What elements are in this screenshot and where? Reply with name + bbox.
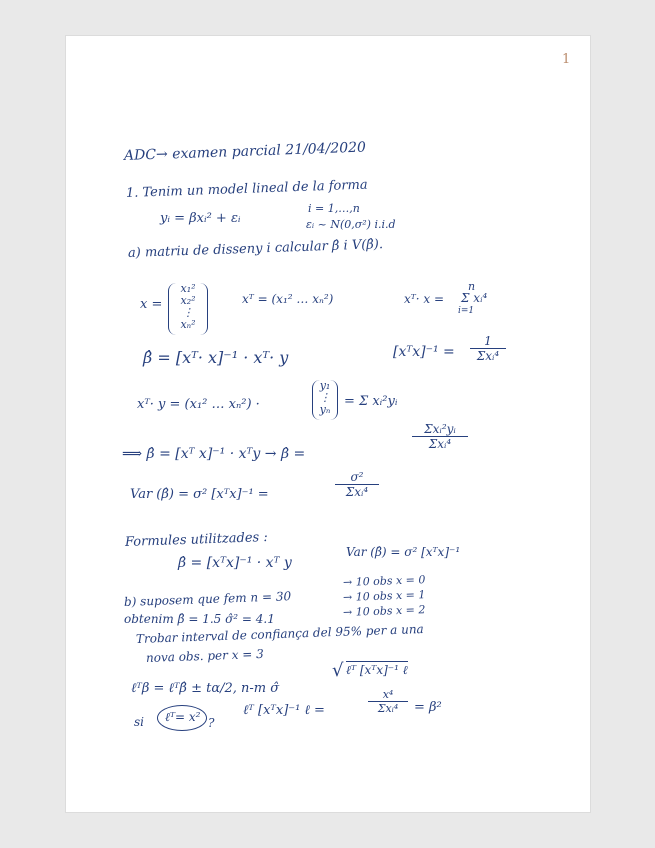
page-number: 1 xyxy=(562,52,571,67)
sum-upper-limit: n xyxy=(468,280,476,293)
final-fraction xyxy=(368,688,408,715)
model-equation: yᵢ = βxᵢ² + εᵢ xyxy=(160,211,241,226)
xtx-inverse-denominator: Σxᵢ⁴ xyxy=(476,349,500,363)
y-vector-top: y₁ xyxy=(319,379,331,392)
xty-lhs: xᵀ· y = (x₁² … xₙ²) · xyxy=(137,397,260,412)
si-label: si xyxy=(134,715,144,729)
matrix-dots: ⋮ xyxy=(182,306,194,319)
page-title: ADC→ examen parcial 21/04/2020 xyxy=(123,139,367,164)
question-mark: ? xyxy=(208,716,215,730)
part-b-estimates: obtenim β̂ = 1.5 σ̂² = 4.1 xyxy=(124,612,275,626)
part-b-task-line-1: Trobar interval de confiança del 95% per a una xyxy=(135,621,424,646)
beta-hat-numerator: Σxᵢ²yᵢ xyxy=(412,422,468,437)
y-vector-bottom: yₙ xyxy=(319,403,331,416)
y-vector xyxy=(312,380,338,420)
observations-x0: → 10 obs x = 0 xyxy=(342,573,426,589)
variance-fraction xyxy=(335,470,379,499)
sum-lower-limit: i=1 xyxy=(458,306,475,316)
part-b-setup: b) suposem que fem n = 30 xyxy=(123,589,292,609)
error-distribution: εᵢ ~ N(0,σ²) i.i.d xyxy=(306,218,396,231)
xtx-inverse-numerator: 1 xyxy=(470,334,506,349)
beta-derivation: ⟹ β̂ = [xᵀ x]⁻¹ · xᵀy → β̂ = xyxy=(122,446,306,462)
part-b-task-line-2: nova obs. per x = 3 xyxy=(145,646,265,665)
xtx-sum: Σ xᵢ⁴ xyxy=(461,291,488,305)
observations-x1: → 10 obs x = 1 xyxy=(342,588,426,604)
final-denominator: Σxᵢ⁴ xyxy=(377,702,399,715)
matrix-entry-n: xₙ² xyxy=(180,318,196,331)
beta-hat-formula: β̂ = [xᵀ· x]⁻¹ · xᵀ· y xyxy=(143,348,289,367)
x-matrix-label: x = xyxy=(140,297,163,312)
matrix-entry-2: x₂² xyxy=(180,294,196,307)
xtx-inverse-lhs: [xᵀx]⁻¹ = xyxy=(393,344,455,360)
sqrt-symbol: √ xyxy=(332,660,344,681)
formulas-title: Formules utilitzades : xyxy=(124,530,268,550)
x-transpose: xᵀ = (x₁² … xₙ²) xyxy=(242,292,334,306)
xtx-lhs: xᵀ· x = xyxy=(404,292,445,306)
formula-beta: β̂ = [xᵀx]⁻¹ · xᵀ y xyxy=(178,555,292,571)
beta-hat-denominator: Σxᵢ⁴ xyxy=(428,437,452,451)
final-lhs: ℓᵀ [xᵀx]⁻¹ ℓ = xyxy=(243,703,325,718)
variance-numerator: σ² xyxy=(335,470,379,485)
design-matrix xyxy=(168,283,208,335)
question-1-heading: 1. Tenim un model lineal de la forma xyxy=(125,177,368,201)
formula-variance: Var (β̂) = σ² [xᵀx]⁻¹ xyxy=(346,545,461,559)
final-rhs: = β² xyxy=(414,700,442,715)
variance-denominator: Σxᵢ⁴ xyxy=(345,485,369,499)
beta-hat-fraction xyxy=(412,422,468,451)
confidence-interval-sqrt-term: ℓᵀ [xᵀx]⁻¹ ℓ xyxy=(346,663,408,677)
confidence-interval-formula: ℓᵀβ = ℓᵀβ̂ ± tα/2, n-m σ̂ xyxy=(131,681,280,696)
y-vector-dots: ⋮ xyxy=(319,391,331,404)
final-numerator: x⁴ xyxy=(368,688,408,702)
variance-formula: Var (β̂) = σ² [xᵀx]⁻¹ = xyxy=(130,487,269,502)
xty-rhs: = Σ xᵢ²yᵢ xyxy=(344,394,398,409)
observations-x2: → 10 obs x = 2 xyxy=(342,603,426,619)
matrix-entry-1: x₁² xyxy=(180,282,196,295)
part-a-statement: a) matriu de disseny i calcular β̂ i V(β̂). xyxy=(127,237,384,261)
index-range: i = 1,…,n xyxy=(308,202,360,215)
xtx-inverse-fraction xyxy=(470,334,506,363)
circled-l-equals-x-squared: ℓᵀ= x² xyxy=(165,710,201,724)
